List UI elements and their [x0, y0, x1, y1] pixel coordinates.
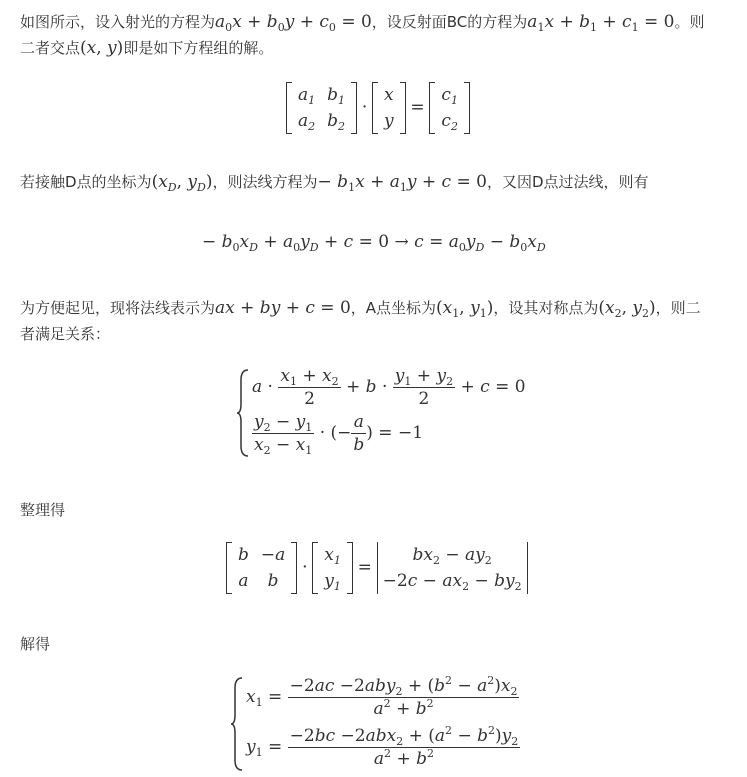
equation-matrix-system: $a_1$ $b_1$ $a_2$ $b_2$ · x y = $c_1$ $c_2$ — [286, 82, 470, 134]
text: 为方便起见，现将法线表示为 — [20, 299, 216, 317]
vector-rhs: $bx_2 - ay_2$ $-2c - ax_2 - by_2$ — [377, 542, 528, 594]
left-brace — [230, 676, 244, 772]
vector-c: $c_1$ $c_2$ — [429, 82, 470, 134]
text: ，则法线方程为 — [212, 173, 318, 191]
math-point-a: ($x_1$, $y_1$) — [436, 298, 494, 320]
vector-xy: x y — [372, 82, 406, 134]
paragraph-symmetric-point — [20, 296, 701, 320]
text: 如图所示，设入射光的方程为 — [20, 13, 216, 31]
text: 二者交点 — [20, 39, 81, 57]
text: 者满足关系： — [20, 325, 111, 343]
text: ，设反射面BC的方程为 — [371, 13, 528, 31]
left-brace — [236, 368, 250, 458]
equation-midpoint: a · $\frac{x_1 + x_2}{2}$ + b · $\frac{y_1 + y_2}{2}$ + c = 0 — [252, 366, 526, 409]
paragraph-solve — [20, 632, 50, 656]
text: ，A点坐标为 — [350, 299, 437, 317]
text: ，设其对称点为 — [493, 299, 599, 317]
vector-x1y1: $x_1$ $y_1$ — [312, 542, 353, 594]
math-normal-general: ax + by + c = 0 — [215, 298, 351, 318]
paragraph-arrange — [20, 498, 65, 522]
paragraph-normal-line — [20, 170, 649, 194]
math-normal-eq: − $b_1x + a_1y + c = 0$ — [317, 172, 487, 194]
math-incident-eq: $a_0x + b_0y + c_0 = 0$ — [215, 12, 372, 34]
equation-perpendicular: $\frac{y_2 - y_1}{x_2 - x_1}$ · (− $\frac{a}{b}$ ) = −1 — [254, 412, 424, 457]
math-point-xy: (x, y) — [80, 38, 124, 58]
text: 整理得 — [20, 501, 66, 519]
matrix-coeff: $a_1$ $b_1$ $a_2$ $b_2$ — [286, 82, 357, 134]
text: 若接触D点的坐标为 — [20, 173, 152, 191]
equation-x1: $x_1$ = $\frac{-2ac -2aby_2 + (b^2 - a^2)x_2}{a^2 + b^2}$ — [246, 674, 518, 719]
equation-symmetry-system — [236, 366, 536, 458]
paragraph-incident-line — [20, 10, 704, 34]
text: ，又因D点过法线，则有 — [486, 173, 649, 191]
equation-y1: $y_1$ = $\frac{-2bc -2abx_2 + (a^2 - b^2)y_2}{a^2 + b^2}$ — [246, 724, 519, 769]
text: 解得 — [20, 635, 51, 653]
equation-matrix-arranged: b −a a b · $x_1$ $y_1$ = $bx_2 - ay_2$ $-2c - ax_2 - by_2$ — [226, 542, 528, 594]
text: ，则二 — [655, 299, 701, 317]
math-point-d: ($x_D$, $y_D$) — [151, 172, 213, 194]
equation-solution — [230, 676, 530, 774]
math-reflect-eq: $a_1x + b_1 + c_1 = 0$ — [527, 12, 675, 34]
paragraph-intersection — [20, 36, 273, 60]
paragraph-relation — [20, 322, 110, 346]
text: 。则 — [674, 13, 705, 31]
text: 即是如下方程组的解。 — [123, 39, 274, 57]
equation-c-derivation: − $b_0x_D + a_0y_D + c = 0 \to c = a_0y_D - b_0x_D$ — [202, 232, 546, 254]
math-point-sym: ($x_2$, $y_2$) — [598, 298, 656, 320]
matrix-ab: b −a a b — [226, 542, 297, 594]
